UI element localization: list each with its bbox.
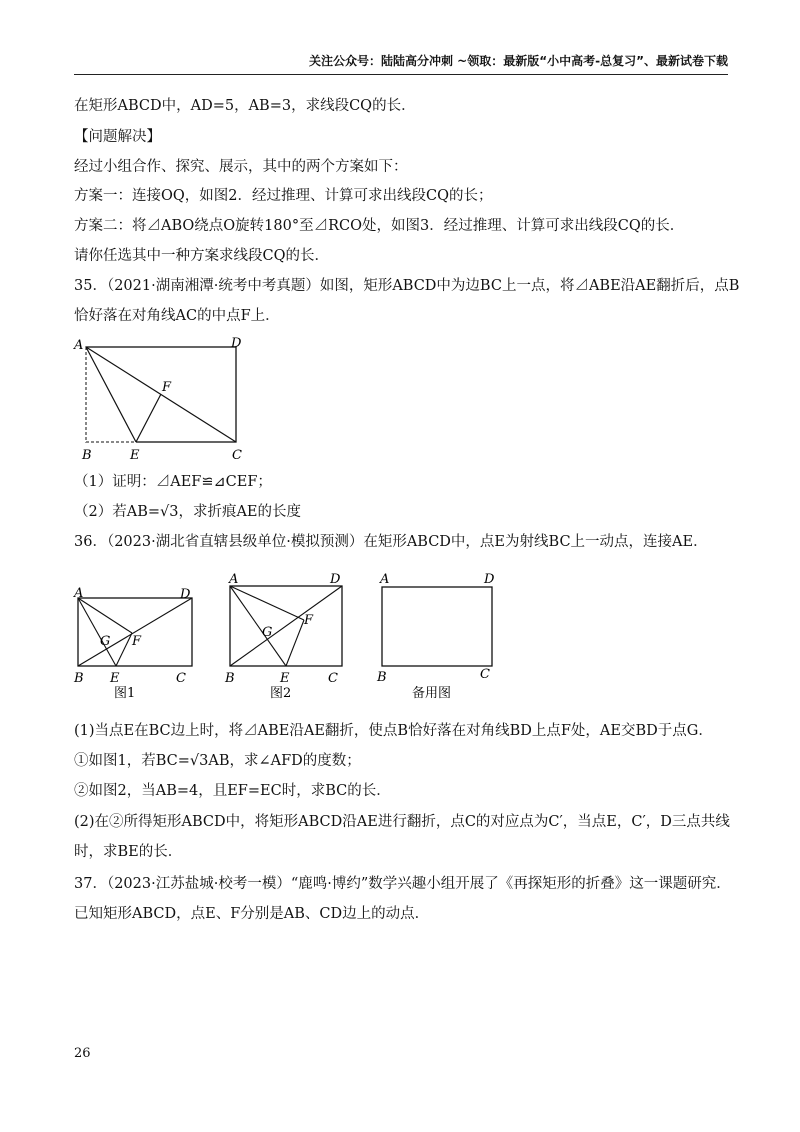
text-line-6: 请你任选其中一种方案求线段CQ的长． [74,248,329,264]
label-D: D [330,572,341,587]
problem-37: 37．（2023·江苏盐城·校考一模）“鹿鸣·博约”数学兴趣小组开展了《再探矩形的折叠》这一课题研究． [74,876,731,892]
label-D: D [484,572,495,587]
figure-35 [70,335,250,465]
page-number: 26 [74,1046,91,1061]
label-E: E [130,448,140,463]
label-C: C [328,671,338,686]
label-C: C [480,667,490,682]
problem-36-q2: ②如图2，当AB=4，且EF=EC时，求BC的长． [74,783,391,799]
label-G: G [100,634,111,649]
problem-37-cont: 已知矩形ABCD，点E、F分别是AB、CD边上的动点． [74,906,430,922]
label-A: A [74,586,84,601]
label-A: A [74,338,84,353]
plan-two: 方案二：将⊿ABO绕点O旋转180°至⊿RCO处，如图3．经过推理、计算可求出线段CQ的长． [74,218,685,234]
plan-one: 方案一：连接OQ，如图2．经过推理、计算可求出线段CQ的长； [74,188,493,204]
figure-36-spare [372,568,502,705]
caption-fig1: 图1 [114,686,136,701]
label-E: E [280,671,290,686]
label-B: B [74,671,84,686]
problem-35-part1: （1）证明：⊿AEF≌⊿CEF； [74,474,272,490]
problem-36-part1: (1)当点E在BC边上时，将⊿ABE沿AE翻折，使点B恰好落在对角线BD上点F处，AE交BD于点G． [74,723,713,739]
section-heading: 【问题解决】 [74,129,161,145]
label-B: B [225,671,235,686]
problem-36-part2-cont: 时，求BE的长． [74,844,183,860]
label-C: C [232,448,242,463]
label-C: C [176,671,186,686]
label-F: F [132,634,142,649]
problem-36-part2: (2)在②所得矩形ABCD中，将矩形ABCD沿AE进行翻折，点C的对应点为C′，当点E，C′，D三点共线 [74,814,730,830]
caption-fig2: 图2 [270,686,292,701]
label-D: D [231,336,242,351]
figure-36-1 [70,585,200,705]
problem-35: 35．（2021·湖南湘潭·统考中考真题）如图，矩形ABCD中为边BC上一点，将⊿ABE沿AE翻折后，点B [74,278,740,294]
label-E: E [110,671,120,686]
text-line-3: 经过小组合作、探究、展示，其中的两个方案如下： [74,159,408,175]
text-line-1: 在矩形ABCD中，AD=5，AB=3，求线段CQ的长． [74,98,416,114]
label-B: B [377,670,387,685]
problem-35-cont: 恰好落在对角线AC的中点F上． [74,308,280,324]
caption-spare: 备用图 [412,686,452,701]
page-header: 关注公众号：陆陆高分冲刺 ~领取：最新版“小中高考-总复习”、最新试卷下载 [74,52,728,75]
figure-36-2 [222,568,352,705]
label-A: A [229,572,239,587]
problem-36-q1: ①如图1，若BC=√3AB，求∠AFD的度数； [74,753,361,769]
problem-35-part2: （2）若AB=√3，求折痕AE的长度 [74,504,302,520]
label-G: G [262,625,273,640]
problem-36: 36．（2023·湖北省直辖县级单位·模拟预测）在矩形ABCD中，点E为射线BC上一动点，连接AE． [74,534,708,550]
label-B: B [82,448,92,463]
label-D: D [180,587,191,602]
label-A: A [380,572,390,587]
label-F: F [304,613,314,628]
label-F: F [162,380,172,395]
